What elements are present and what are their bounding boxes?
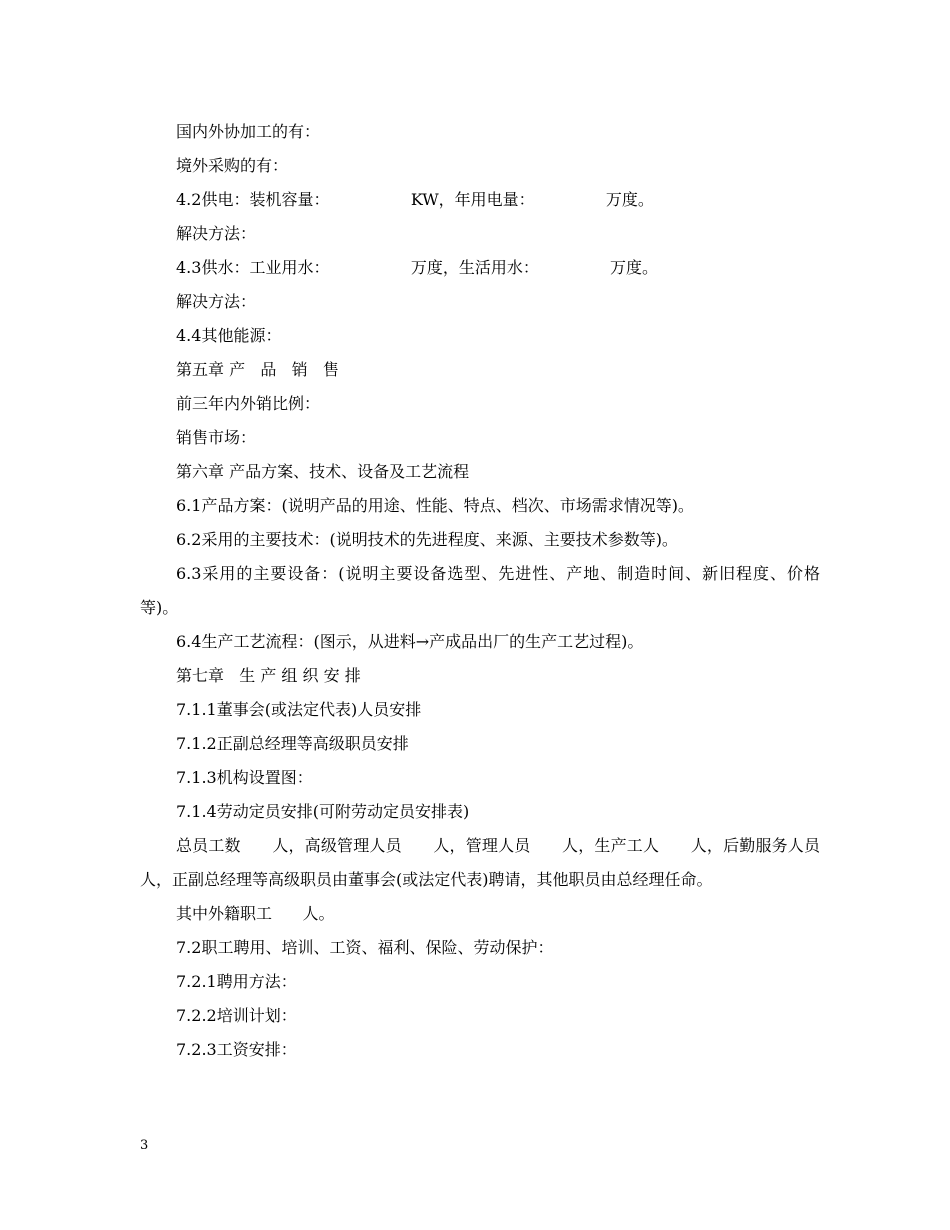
paragraph-7-2-3: 7.2.3工资安排：	[176, 1040, 297, 1059]
paragraph-sales-market: 销售市场：	[176, 428, 257, 447]
paragraph-6-3: 6.3采用的主要设备：(说明主要设备选型、先进性、产地、制造时间、新旧程度、价格等)。	[140, 564, 820, 617]
page-number: 3	[140, 1138, 149, 1153]
paragraph-staffing: 总员工数 人，高级管理人员 人，管理人员 人，生产工人 人，后勤服务人员 人，正副总经理等高级职员由董事会(或法定代表)聘请，其他职员由总经理任命。	[140, 836, 851, 889]
paragraph-6-1: 6.1产品方案：(说明产品的用途、性能、特点、档次、市场需求情况等)。	[176, 496, 694, 515]
paragraph-2: 境外采购的有：	[176, 156, 289, 175]
paragraph-7-2-2: 7.2.2培训计划：	[176, 1006, 297, 1025]
paragraph-6-4: 6.4生产工艺流程：(图示，从进料→产成品出厂的生产工艺过程)。	[176, 632, 644, 651]
paragraph-7-2-1: 7.2.1聘用方法：	[176, 972, 297, 991]
paragraph-solution-1: 解决方法：	[176, 224, 257, 243]
chapter-6-heading: 第六章 产品方案、技术、设备及工艺流程	[176, 462, 470, 481]
body-text	[140, 115, 851, 1067]
paragraph-foreign-staff: 其中外籍职工 人。	[176, 904, 335, 923]
paragraph-other-energy: 4.4其他能源：	[176, 326, 282, 345]
paragraph-water-supply: 4.3供水：工业用水： 万度，生活用水： 万度。	[176, 258, 659, 277]
paragraph-7-1-4: 7.1.4劳动定员安排(可附劳动定员安排表)	[176, 802, 470, 821]
paragraph-7-1-1: 7.1.1董事会(或法定代表)人员安排	[176, 700, 422, 719]
chapter-7-heading: 第七章 生 产 组 织 安 排	[176, 666, 361, 685]
paragraph-7-1-3: 7.1.3机构设置图：	[176, 768, 313, 787]
paragraph-sales-ratio: 前三年内外销比例：	[176, 394, 321, 413]
paragraph-power-supply: 4.2供电：装机容量： KW，年用电量： 万度。	[176, 190, 654, 209]
paragraph-solution-2: 解决方法：	[176, 292, 257, 311]
paragraph-6-2: 6.2采用的主要技术：(说明技术的先进程度、来源、主要技术参数等)。	[176, 530, 678, 549]
paragraph-7-2: 7.2职工聘用、培训、工资、福利、保险、劳动保护：	[176, 938, 554, 957]
chapter-5-heading: 第五章 产 品 销 售	[176, 360, 339, 379]
paragraph-7-1-2: 7.1.2正副总经理等高级职员安排	[176, 734, 409, 753]
paragraph-1: 国内外协加工的有：	[176, 122, 321, 141]
